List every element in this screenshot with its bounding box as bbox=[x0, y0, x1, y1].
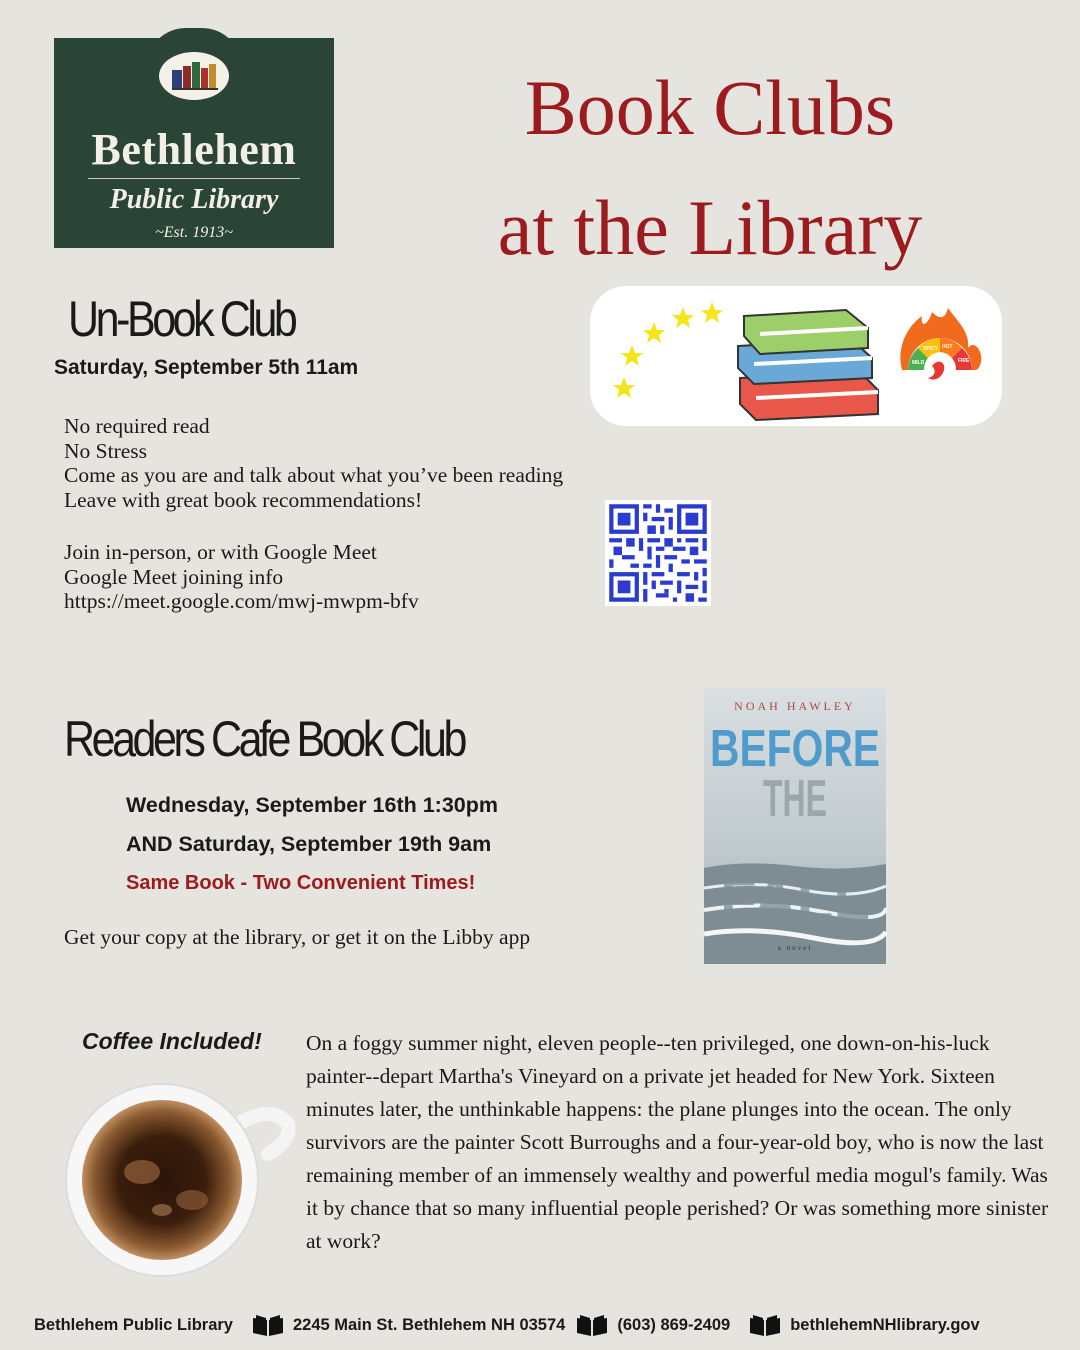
join-line: Google Meet joining info bbox=[64, 564, 284, 589]
book-blurb: On a foggy summer night, eleven people--ten privileged, one down-on-his-luck painter--depart Martha's Vineyard on a private jet headed for New York. Sixteen minutes later, the unthinkable happens: the plane plunges into the ocean. The only survivors are the painter Scott Burroughs and a four-year-old boy, who is now the last remaining member of an immensely wealthy and powerful media mogul's family. Was it by chance that so many influential people perished? Or was something more sinister at work? bbox=[306, 1031, 1049, 1253]
book-stack-icon bbox=[738, 310, 878, 420]
coffee-label: Coffee Included! bbox=[82, 1028, 262, 1054]
book-title-word1: BEFORE bbox=[710, 720, 880, 778]
page-title-line1: Book Clubs bbox=[524, 64, 896, 151]
readers-cafe-date1: Wednesday, September 16th 1:30pm bbox=[126, 793, 498, 817]
unbook-heading: Un-Book Club bbox=[68, 291, 295, 347]
qr-code[interactable] bbox=[605, 500, 711, 606]
logo-name-line2: Public Library bbox=[109, 184, 279, 215]
library-logo bbox=[54, 38, 334, 248]
unbook-point: No Stress bbox=[64, 438, 148, 463]
books-icon bbox=[172, 60, 218, 90]
footer-address: 2245 Main St. Bethlehem NH 03574 bbox=[292, 1315, 566, 1334]
qr-code-graphic bbox=[605, 500, 711, 606]
open-book-icon bbox=[575, 1314, 609, 1336]
logo-name-line1: Bethlehem bbox=[91, 125, 297, 174]
decor-graphics bbox=[590, 286, 1002, 426]
book-title-word2: THE bbox=[763, 770, 827, 828]
footer-name: Bethlehem Public Library bbox=[34, 1315, 233, 1334]
open-book-icon bbox=[251, 1314, 285, 1336]
unbook-points bbox=[64, 414, 563, 512]
logo-established-text: Est. 1913 bbox=[163, 224, 225, 241]
join-line: Join in-person, or with Google Meet bbox=[64, 540, 377, 564]
logo-rule bbox=[88, 178, 300, 179]
book-subtitle: a novel bbox=[777, 944, 813, 952]
book-title-word3: FALL bbox=[720, 866, 870, 933]
readers-cafe-date2: AND Saturday, September 19th 9am bbox=[126, 832, 492, 856]
coffee-cup-graphic bbox=[62, 1080, 294, 1280]
footer-website[interactable]: bethlehemNHlibrary.gov bbox=[790, 1315, 980, 1334]
meter-label-spicy: SPICY bbox=[923, 346, 939, 352]
meter-label-fire: FIRE bbox=[958, 358, 970, 364]
book-author: NOAH HAWLEY bbox=[734, 699, 856, 713]
meet-link[interactable]: https://meet.google.com/mwj-mwpm-bfv bbox=[64, 589, 419, 613]
footer bbox=[34, 1312, 1054, 1338]
unbook-point: Leave with great book recommendations! bbox=[64, 487, 423, 512]
unbook-join-info bbox=[64, 540, 419, 614]
unbook-date: Saturday, September 5th 11am bbox=[54, 356, 359, 379]
readers-cafe-dates bbox=[126, 786, 498, 903]
star-icon bbox=[613, 302, 723, 398]
footer-phone: (603) 869-2409 bbox=[617, 1315, 731, 1334]
copy-note: Get your copy at the library, or get it on the Libby app bbox=[64, 925, 531, 949]
decor-card bbox=[590, 286, 1002, 426]
page-title-line2: at the Library bbox=[497, 184, 923, 271]
spicy-meter-icon bbox=[900, 308, 981, 380]
unbook-point: Come as you are and talk about what you’ve been reading bbox=[64, 463, 564, 487]
coffee-cup bbox=[62, 1080, 294, 1280]
meter-label-mild: MILD bbox=[912, 360, 925, 366]
open-book-icon bbox=[748, 1314, 782, 1336]
book-cover bbox=[704, 688, 886, 964]
readers-cafe-tagline: Same Book - Two Convenient Times! bbox=[126, 872, 476, 894]
page-title bbox=[420, 48, 1000, 288]
book-cover-graphic bbox=[704, 688, 886, 964]
unbook-point: No required read bbox=[64, 414, 210, 438]
meter-label-hot: HOT bbox=[942, 344, 953, 350]
readers-cafe-heading: Readers Cafe Book Club bbox=[64, 711, 464, 767]
logo-established: ~​Est. 1913​~ bbox=[155, 224, 233, 241]
